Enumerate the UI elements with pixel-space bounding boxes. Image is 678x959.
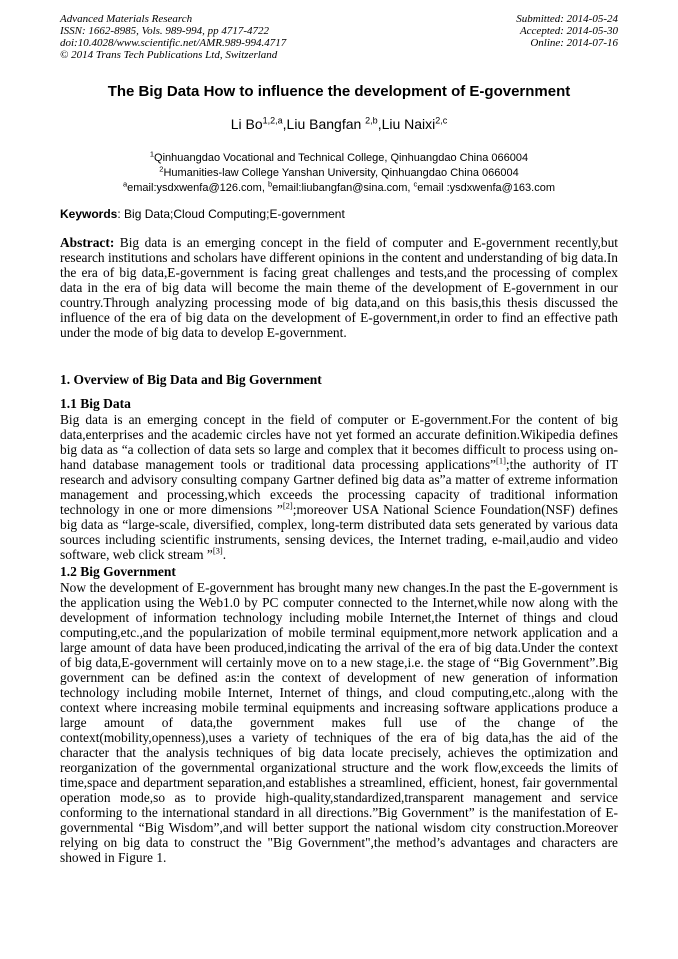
section-1-2-heading: 1.2 Big Government — [60, 563, 176, 579]
author-2: ,Liu Bangfan — [282, 115, 366, 132]
authors-line — [60, 114, 618, 134]
affiliation-2-text: Humanities-law College Yanshan University, Qinhuangdao China 066004 — [163, 166, 519, 179]
abstract-label: Abstract: — [60, 234, 115, 250]
abstract-paragraph — [60, 235, 618, 340]
author-3: ,Liu Naixi — [377, 115, 436, 132]
affiliation-2-mark: 2 — [159, 163, 164, 173]
author-emails — [60, 178, 618, 196]
accepted-date: Accepted: 2014-05-30 — [519, 24, 618, 37]
journal-copyright: © 2014 Trans Tech Publications Ltd, Switzerland — [60, 48, 278, 61]
section-1-1-heading: 1.1 Big Data — [60, 395, 131, 411]
keywords-line — [60, 207, 618, 222]
email-a-mark: a — [122, 178, 128, 188]
s11-text-3: . — [222, 546, 227, 562]
email-c-mark: c — [413, 178, 418, 188]
email-a: email:ysdxwenfa@126.com, — [127, 181, 268, 194]
author-2-affil-marks: 2,b — [365, 114, 378, 125]
citation-ref-2: [2] — [282, 500, 293, 511]
keywords-text: : Big Data;Cloud Computing;E-government — [117, 206, 345, 221]
affiliation-1-mark: 1 — [149, 148, 155, 158]
affiliation-2 — [60, 163, 618, 181]
author-1: Li Bo — [230, 115, 263, 132]
online-date: Online: 2014-07-16 — [530, 36, 618, 49]
submitted-date: Submitted: 2014-05-24 — [516, 13, 618, 25]
journal-issn-vols: ISSN: 1662-8985, Vols. 989-994, pp 4717-4722 — [60, 24, 269, 37]
affiliation-1-text: Qinhuangdao Vocational and Technical College, Qinhuangdao China 066004 — [154, 151, 529, 164]
section-1-2-paragraph: Now the development of E-government has brought many new changes.In the past the E-government is the application using the Web1.0 by PC computer connected to the Internet,while now along with the development of information technology including mobile Internet,the Internet of things and cloud computing,etc.,and the popularization of mobile terminal equipment,more network application and a large amount of data have been produced,indicating the arrival of the era of big data.Under the context of big data,E-government will certainly move on to a new stage,i.e. the stage of “Big Government”.Big government can be defined as:in the context of development of new generation of information technology including mobile Internet, Internet of things, and cloud computing,etc.,along with the context where increasing mobile terminal equipments and increasing software applications produce a large amount of data,the government makes full use of the change of the context(mobility,openness),uses a variety of techniques of the era of big data,has the aid of the character that the analysis techniques of big data locate precisely, achieves the optimization and reorganization of the governmental organizational structure and the work flow,exceeds the limits of time,space and department separation,and establishes a streamlined, efficient, honest, fair governmental operation mode,so as to provide high-quality,standardized,transparent management and service conforming to the international standard in all directions.”Big Government” is the manifestation of E-governmental “Big Wisdom”,and will better support the national wisdom city construction.Moreover relying on big data to construct the "Big Government",the method’s advantages and characters are showed in Figure 1. — [60, 579, 618, 865]
journal-header — [60, 14, 618, 62]
citation-ref-3: [3] — [212, 545, 223, 556]
s11-text-2: ;moreover USA National Science Foundation(NSF) defines big data as “large-scale, diversified, complex, long-term distributed data sets generated by various data sources including scientific instruments, sensing devices, the Internet trading, e-mail,audio and video software, web click stream ” — [60, 501, 618, 562]
author-1-affil-marks: 1,2,a — [262, 114, 283, 125]
s11-text-1: ;the authority of IT research and advisory consulting company Gartner defined big data as”a matter of extreme information management and processing,which exceeds the processing capacity of traditional information technology in one or more dimensions ” — [60, 456, 618, 517]
citation-ref-1: [1] — [495, 455, 506, 466]
email-c: email :ysdxwenfa@163.com — [417, 181, 556, 194]
section-1-1-paragraph — [60, 412, 618, 562]
affiliation-1 — [60, 148, 618, 166]
journal-info — [60, 14, 286, 62]
journal-name: Advanced Materials Research — [60, 13, 193, 25]
abstract-text: Big data is an emerging concept in the field of computer and E-government recently,but research institutions and scholars have different opinions in the content and understanding of big data.In the era of big data,E-government is facing great challenges and tests,and the processing of complex data in the era of big data will become the main theme of the development of E-government in our country.Through analyzing processing mode of big data,and on this basis,this thesis discussed the influence of the era of big data on the development of E-government,in order to find an effective path under the mode of big data to develop E-government. — [60, 234, 618, 340]
s11-text-0: Big data is an emerging concept in the field of computer or E-government.For the content of big data,enterprises and the academic circles have not yet formed an accurate definition.Wikipedia defines big data as “a collection of data sets so large and complex that it becomes difficult to process using on-hand database management tools or traditional data processing applications” — [60, 411, 618, 472]
paper-title: The Big Data How to influence the development of E-government — [107, 82, 571, 100]
journal-doi: doi:10.4028/www.scientific.net/AMR.989-994.4717 — [60, 36, 287, 49]
section-1-heading: 1. Overview of Big Data and Big Government — [60, 371, 322, 387]
email-b: email:liubangfan@sina.com, — [272, 181, 414, 194]
affiliations-block — [60, 148, 618, 196]
author-3-affil-marks: 2,c — [435, 114, 448, 125]
email-b-mark: b — [267, 178, 273, 188]
keywords-label: Keywords — [60, 206, 118, 221]
submission-dates — [516, 14, 618, 62]
